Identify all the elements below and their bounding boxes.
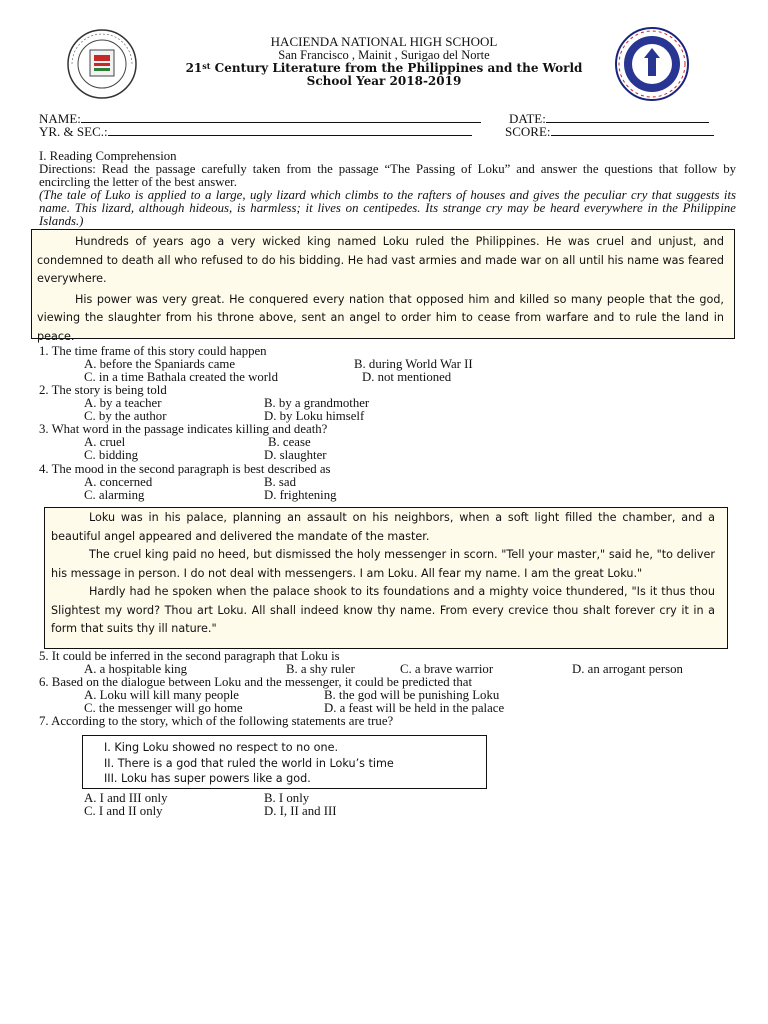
section-title: I. Reading Comprehension — [39, 149, 177, 163]
choice-6a[interactable]: A. Loku will kill many people — [84, 688, 239, 702]
choice-5b[interactable]: B. a shy ruler — [286, 662, 355, 676]
choice-2c[interactable]: C. by the author — [84, 409, 167, 423]
statement-1: I. King Loku showed no respect to no one. — [104, 741, 339, 754]
choice-6d[interactable]: D. a feast will be held in the palace — [324, 701, 505, 715]
choice-7a[interactable]: A. I and III only — [84, 791, 168, 805]
passage-box-2 — [44, 507, 728, 649]
question-3: 3. What word in the passage indicates killing and death? — [39, 422, 328, 436]
yr-sec-field[interactable] — [39, 125, 472, 138]
directions: Directions: Read the passage carefully taken from the passage “The Passing of Loku” and answer the questions that follow by encircling the letter of the best answer. — [39, 162, 736, 189]
statement-2: II. There is a god that ruled the world in Loku’s time — [104, 756, 394, 770]
choice-3a[interactable]: A. cruel — [84, 435, 126, 449]
question-1: 1. The time frame of this story could happen — [39, 344, 267, 358]
name-label: NAME: — [39, 111, 81, 126]
choice-2b[interactable]: B. by a grandmother — [264, 396, 370, 410]
choice-4a[interactable]: A. concerned — [84, 475, 153, 489]
passage-box-1 — [31, 229, 735, 343]
choice-2a[interactable]: A. by a teacher — [84, 396, 162, 410]
choice-1c[interactable]: C. in a time Bathala created the world — [84, 370, 279, 384]
choice-7b[interactable]: B. I only — [264, 791, 310, 805]
passage-2-paragraph: The cruel king paid no heed, but dismissed the holy messenger in scorn. "Tell your master," said he, "to deliver his message in person. I do not deal with messengers. I am Loku. All fear my name. I am the great Loku." — [51, 548, 715, 580]
choice-7c[interactable]: C. I and II only — [84, 804, 163, 818]
course-title: 21st Century Literature from the Philippines and the World — [185, 61, 583, 75]
school-address: San Francisco , Mainit , Surigao del Norte — [278, 48, 490, 62]
passage-1-paragraph: Hundreds of years ago a very wicked king named Loku ruled the Philippines. He was cruel and unjust, and condemned to death all who refused to do his bidding. He had vast armies and made war on all until his name was feared everywhere. — [37, 235, 724, 285]
yr-sec-label: YR. & SEC.: — [39, 124, 108, 139]
lizard-note: (The tale of Luko is applied to a large, ugly lizard which climbs to the rafters of houses and gives the peculiar cry that suggests its name. This lizard, although hideous, is harmless; it lives on centipedes. Its strange cry may be heard everywhere in the Philippine Islands.) — [39, 188, 736, 228]
passage-2-paragraph: Hardly had he spoken when the palace shook to its foundations and a mighty voice thundered, "Is it thus thou Slightest my word? Thou art Loku. All shall indeed know thy name. From every crevice thou shalt forever cry it in a form that suits thy ill nature." — [51, 585, 715, 635]
choice-1b[interactable]: B. during World War II — [354, 357, 473, 371]
school-year: School Year 2018-2019 — [306, 74, 462, 88]
choice-4d[interactable]: D. frightening — [264, 488, 337, 502]
choice-4c[interactable]: C. alarming — [84, 488, 145, 502]
question-7: 7. According to the story, which of the following statements are true? — [39, 714, 394, 728]
score-field[interactable] — [505, 125, 714, 138]
choice-5d[interactable]: D. an arrogant person — [572, 662, 683, 676]
passage-2-paragraph: Loku was in his palace, planning an assault on his neighbors, when a soft light filled the chamber, and a beautiful angel appeared and delivered the mandate of the master. — [51, 511, 715, 543]
school-name: HACIENDA NATIONAL HIGH SCHOOL — [270, 34, 498, 49]
choice-3c[interactable]: C. bidding — [84, 448, 139, 462]
question-6: 6. Based on the dialogue between Loku and the messenger, it could be predicted that — [39, 675, 473, 689]
question-5: 5. It could be inferred in the second paragraph that Loku is — [39, 649, 340, 663]
question-4: 4. The mood in the second paragraph is best described as — [39, 462, 331, 476]
choice-1d[interactable]: D. not mentioned — [362, 370, 452, 384]
date-label: DATE: — [509, 111, 546, 126]
choice-5c[interactable]: C. a brave warrior — [400, 662, 494, 676]
choice-3b[interactable]: B. cease — [268, 435, 311, 449]
choice-1a[interactable]: A. before the Spaniards came — [84, 357, 236, 371]
choice-7d[interactable]: D. I, II and III — [264, 804, 337, 818]
statements-box — [82, 735, 487, 789]
choice-6b[interactable]: B. the god will be punishing Loku — [324, 688, 500, 702]
choice-5a[interactable]: A. a hospitable king — [84, 662, 188, 676]
passage-1-paragraph: His power was very great. He conquered every nation that opposed him and killed so many people that the god, viewing the slaughter from his throne above, sent an angel to order him to cease from warfare and to rule the land in peace. — [37, 292, 724, 343]
statement-3: III. Loku has super powers like a god. — [104, 772, 311, 785]
choice-4b[interactable]: B. sad — [264, 475, 296, 489]
choice-3d[interactable]: D. slaughter — [264, 448, 327, 462]
score-label: SCORE: — [505, 124, 551, 139]
question-2: 2. The story is being told — [39, 383, 167, 397]
choice-2d[interactable]: D. by Loku himself — [264, 409, 365, 423]
choice-6c[interactable]: C. the messenger will go home — [84, 701, 243, 715]
